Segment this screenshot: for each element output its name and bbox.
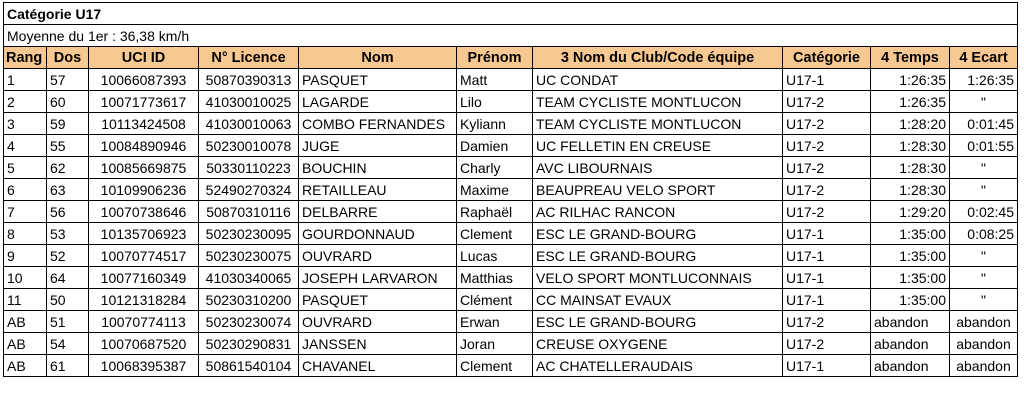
table-row	[4, 289, 1018, 311]
cell-dos: 63	[47, 179, 89, 201]
header-row	[4, 47, 1018, 69]
table-row	[4, 245, 1018, 267]
cell-licence: 50861540104	[199, 355, 299, 377]
cell-rang: 8	[4, 223, 47, 245]
cell-categorie: U17-1	[783, 267, 871, 289]
cell-rang: 1	[4, 69, 47, 91]
cell-rang: 2	[4, 91, 47, 113]
cell-club: UC CONDAT	[533, 69, 783, 91]
cell-licence: 50230310200	[199, 289, 299, 311]
table-row	[4, 135, 1018, 157]
cell-dos: 60	[47, 91, 89, 113]
cell-prenom: Clement	[457, 223, 533, 245]
cell-uci-id: 10113424508	[89, 113, 199, 135]
cell-categorie: U17-1	[783, 223, 871, 245]
cell-club: VELO SPORT MONTLUCONNAIS	[533, 267, 783, 289]
cell-prenom: Kyliann	[457, 113, 533, 135]
cell-rang: 3	[4, 113, 47, 135]
cell-temps: 1:26:35	[871, 91, 950, 113]
cell-ecart: 0:02:45	[950, 201, 1018, 223]
cell-ecart: abandon	[950, 333, 1018, 355]
cell-temps: 1:29:20	[871, 201, 950, 223]
table-row	[4, 157, 1018, 179]
cell-rang: AB	[4, 355, 47, 377]
cell-temps: 1:28:30	[871, 135, 950, 157]
cell-nom: OUVRARD	[299, 245, 457, 267]
cell-rang: AB	[4, 333, 47, 355]
cell-licence: 41030010025	[199, 91, 299, 113]
cell-uci-id: 10071773617	[89, 91, 199, 113]
table-row	[4, 91, 1018, 113]
cell-temps: 1:26:35	[871, 69, 950, 91]
cell-ecart: "	[950, 267, 1018, 289]
header-ecart: 4 Ecart	[950, 47, 1018, 69]
cell-nom: PASQUET	[299, 69, 457, 91]
table-row	[4, 113, 1018, 135]
cell-ecart: "	[950, 289, 1018, 311]
cell-uci-id: 10135706923	[89, 223, 199, 245]
cell-prenom: Clement	[457, 355, 533, 377]
cell-club: BEAUPREAU VELO SPORT	[533, 179, 783, 201]
results-body	[4, 69, 1018, 377]
cell-uci-id: 10070687520	[89, 333, 199, 355]
cell-uci-id: 10084890946	[89, 135, 199, 157]
average-speed: Moyenne du 1er : 36,38 km/h	[4, 25, 1018, 47]
cell-ecart: "	[950, 91, 1018, 113]
cell-dos: 56	[47, 201, 89, 223]
cell-categorie: U17-1	[783, 245, 871, 267]
table-row	[4, 355, 1018, 377]
header-rang: Rang	[4, 47, 47, 69]
cell-prenom: Damien	[457, 135, 533, 157]
cell-licence: 50230010078	[199, 135, 299, 157]
cell-uci-id: 10077160349	[89, 267, 199, 289]
cell-categorie: U17-2	[783, 157, 871, 179]
cell-nom: JUGE	[299, 135, 457, 157]
cell-club: ESC LE GRAND-BOURG	[533, 223, 783, 245]
cell-prenom: Clément	[457, 289, 533, 311]
cell-categorie: U17-1	[783, 355, 871, 377]
cell-dos: 64	[47, 267, 89, 289]
cell-ecart: 0:08:25	[950, 223, 1018, 245]
table-row	[4, 311, 1018, 333]
cell-temps: 1:35:00	[871, 245, 950, 267]
cell-nom: RETAILLEAU	[299, 179, 457, 201]
table-row	[4, 201, 1018, 223]
cell-nom: GOURDONNAUD	[299, 223, 457, 245]
header-prenom: Prénom	[457, 47, 533, 69]
header-dos: Dos	[47, 47, 89, 69]
table-row	[4, 267, 1018, 289]
cell-nom: PASQUET	[299, 289, 457, 311]
cell-uci-id: 10109906236	[89, 179, 199, 201]
cell-dos: 55	[47, 135, 89, 157]
table-row	[4, 223, 1018, 245]
cell-club: AC CHATELLERAUDAIS	[533, 355, 783, 377]
cell-uci-id: 10121318284	[89, 289, 199, 311]
table-row	[4, 179, 1018, 201]
cell-ecart: "	[950, 157, 1018, 179]
cell-ecart: "	[950, 245, 1018, 267]
header-categorie: Catégorie	[783, 47, 871, 69]
cell-licence: 50230230075	[199, 245, 299, 267]
cell-club: CREUSE OXYGENE	[533, 333, 783, 355]
category-title: Catégorie U17	[4, 3, 1018, 25]
cell-prenom: Matthias	[457, 267, 533, 289]
cell-rang: 7	[4, 201, 47, 223]
header-nom: Nom	[299, 47, 457, 69]
cell-nom: COMBO FERNANDES	[299, 113, 457, 135]
cell-categorie: U17-2	[783, 201, 871, 223]
cell-rang: 9	[4, 245, 47, 267]
cell-licence: 50870310116	[199, 201, 299, 223]
cell-nom: CHAVANEL	[299, 355, 457, 377]
cell-prenom: Charly	[457, 157, 533, 179]
cell-club: AC RILHAC RANCON	[533, 201, 783, 223]
cell-dos: 53	[47, 223, 89, 245]
cell-nom: JOSEPH LARVARON	[299, 267, 457, 289]
cell-rang: 6	[4, 179, 47, 201]
cell-prenom: Matt	[457, 69, 533, 91]
cell-licence: 52490270324	[199, 179, 299, 201]
cell-categorie: U17-2	[783, 311, 871, 333]
cell-uci-id: 10070774517	[89, 245, 199, 267]
title-row	[4, 3, 1018, 25]
cell-temps: 1:28:20	[871, 113, 950, 135]
cell-prenom: Erwan	[457, 311, 533, 333]
cell-nom: BOUCHIN	[299, 157, 457, 179]
cell-ecart: 0:01:55	[950, 135, 1018, 157]
cell-ecart: abandon	[950, 311, 1018, 333]
cell-licence: 50230230095	[199, 223, 299, 245]
cell-uci-id: 10070738646	[89, 201, 199, 223]
cell-licence: 50230230074	[199, 311, 299, 333]
cell-nom: LAGARDE	[299, 91, 457, 113]
cell-dos: 54	[47, 333, 89, 355]
cell-club: ESC LE GRAND-BOURG	[533, 245, 783, 267]
cell-prenom: Lucas	[457, 245, 533, 267]
cell-categorie: U17-1	[783, 69, 871, 91]
cell-temps: 1:28:30	[871, 179, 950, 201]
header-uci-id: UCI ID	[89, 47, 199, 69]
cell-dos: 61	[47, 355, 89, 377]
cell-dos: 62	[47, 157, 89, 179]
cell-dos: 50	[47, 289, 89, 311]
cell-temps: abandon	[871, 355, 950, 377]
cell-temps: 1:28:30	[871, 157, 950, 179]
cell-nom: OUVRARD	[299, 311, 457, 333]
cell-prenom: Maxime	[457, 179, 533, 201]
cell-rang: 11	[4, 289, 47, 311]
cell-club: UC FELLETIN EN CREUSE	[533, 135, 783, 157]
cell-temps: 1:35:00	[871, 289, 950, 311]
cell-club: ESC LE GRAND-BOURG	[533, 311, 783, 333]
cell-uci-id: 10085669875	[89, 157, 199, 179]
cell-club: TEAM CYCLISTE MONTLUCON	[533, 113, 783, 135]
cell-nom: JANSSEN	[299, 333, 457, 355]
cell-categorie: U17-2	[783, 179, 871, 201]
cell-uci-id: 10066087393	[89, 69, 199, 91]
results-table	[3, 2, 1018, 377]
header-licence: N° Licence	[199, 47, 299, 69]
cell-temps: abandon	[871, 311, 950, 333]
cell-prenom: Joran	[457, 333, 533, 355]
header-temps: 4 Temps	[871, 47, 950, 69]
cell-ecart: 1:26:35	[950, 69, 1018, 91]
cell-licence: 41030340065	[199, 267, 299, 289]
header-club: 3 Nom du Club/Code équipe	[533, 47, 783, 69]
cell-temps: 1:35:00	[871, 267, 950, 289]
cell-categorie: U17-2	[783, 333, 871, 355]
cell-nom: DELBARRE	[299, 201, 457, 223]
cell-rang: 4	[4, 135, 47, 157]
cell-ecart: 0:01:45	[950, 113, 1018, 135]
cell-licence: 50230290831	[199, 333, 299, 355]
table-row	[4, 69, 1018, 91]
cell-licence: 41030010063	[199, 113, 299, 135]
cell-club: CC MAINSAT EVAUX	[533, 289, 783, 311]
cell-club: TEAM CYCLISTE MONTLUCON	[533, 91, 783, 113]
cell-rang: 5	[4, 157, 47, 179]
cell-categorie: U17-2	[783, 91, 871, 113]
average-row	[4, 25, 1018, 47]
cell-categorie: U17-1	[783, 289, 871, 311]
cell-club: AVC LIBOURNAIS	[533, 157, 783, 179]
cell-rang: AB	[4, 311, 47, 333]
cell-prenom: Raphaël	[457, 201, 533, 223]
cell-licence: 50870390313	[199, 69, 299, 91]
cell-prenom: Lilo	[457, 91, 533, 113]
cell-categorie: U17-2	[783, 135, 871, 157]
cell-ecart: abandon	[950, 355, 1018, 377]
cell-uci-id: 10068395387	[89, 355, 199, 377]
cell-uci-id: 10070774113	[89, 311, 199, 333]
cell-dos: 52	[47, 245, 89, 267]
cell-dos: 57	[47, 69, 89, 91]
cell-ecart: "	[950, 179, 1018, 201]
cell-dos: 59	[47, 113, 89, 135]
cell-rang: 10	[4, 267, 47, 289]
cell-categorie: U17-2	[783, 113, 871, 135]
table-row	[4, 333, 1018, 355]
cell-temps: 1:35:00	[871, 223, 950, 245]
cell-licence: 50330110223	[199, 157, 299, 179]
cell-temps: abandon	[871, 333, 950, 355]
cell-dos: 51	[47, 311, 89, 333]
